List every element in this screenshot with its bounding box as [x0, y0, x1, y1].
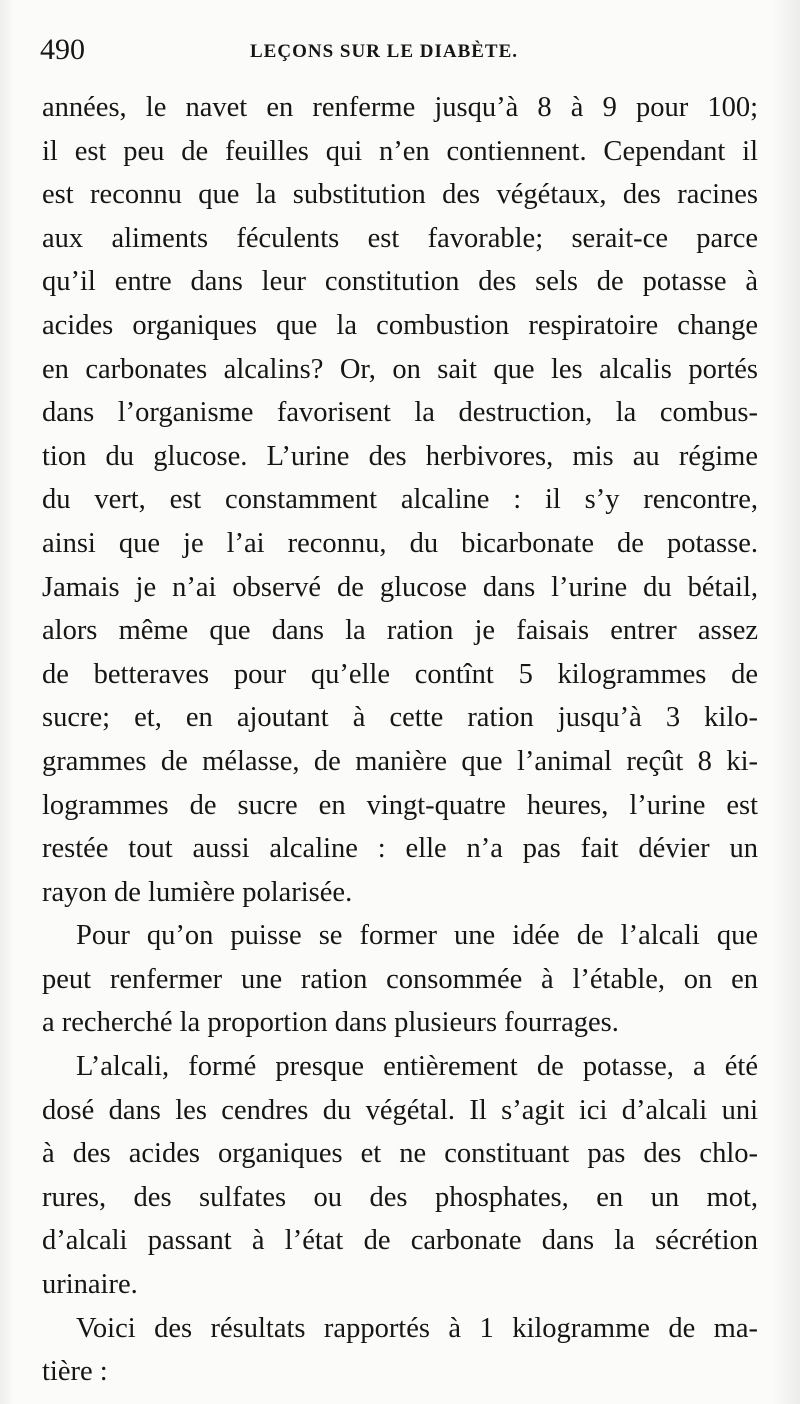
text-line: L’alcali, formé presque entièrement de potasse, a été: [76, 1051, 758, 1083]
page-number: 490: [40, 33, 85, 66]
text-line: alors même que dans la ration je faisais entrer assez: [42, 615, 758, 647]
text-line: qu’il entre dans leur constitution des sels de potasse à: [42, 266, 758, 298]
text-line: années, le navet en renferme jusqu’à 8 à 9 pour 100;: [42, 92, 758, 123]
text-line: logrammes de sucre en vingt-quatre heures, l’urine est: [42, 789, 758, 821]
text-line: de betteraves pour qu’elle contînt 5 kilogrammes de: [42, 658, 758, 690]
paragraph: [42, 86, 758, 914]
text-line: d’alcali passant à l’état de carbonate dans la sécrétion: [42, 1225, 758, 1257]
text-line: tière :: [42, 1356, 108, 1388]
text-line: dosé dans les cendres du végétal. Il s’agit ici d’alcali uni: [42, 1094, 758, 1126]
text-line: peut renfermer une ration consommée à l’étable, on en: [42, 963, 758, 995]
text-line: Jamais je n’ai observé de glucose dans l’urine du bétail,: [42, 571, 758, 603]
text-line: sucre; et, en ajoutant à cette ration jusqu’à 3 kilo-: [42, 702, 758, 734]
text-line: urinaire.: [42, 1269, 138, 1301]
text-line: du vert, est constamment alcaline : il s’y rencontre,: [42, 484, 758, 516]
text-line: aux aliments féculents est favorable; serait-ce parce: [42, 222, 758, 254]
text-line: ainsi que je l’ai reconnu, du bicarbonate de potasse.: [42, 527, 758, 559]
page-left-edge: [0, 0, 14, 1404]
paragraph: [42, 914, 758, 1045]
text-line: à des acides organiques et ne constituant pas des chlo-: [42, 1138, 758, 1170]
paragraph: [42, 1307, 758, 1394]
text-line: rures, des sulfates ou des phosphates, en un mot,: [42, 1181, 758, 1213]
text-line: restée tout aussi alcaline : elle n’a pas fait dévier un: [42, 833, 758, 865]
text-line: rayon de lumière polarisée.: [42, 876, 353, 908]
text-line: en carbonates alcalins? Or, on sait que les alcalis portés: [42, 353, 758, 385]
text-line: dans l’organisme favorisent la destruction, la combus-: [42, 397, 758, 429]
text-line: est reconnu que la substitution des végétaux, des racines: [42, 179, 758, 211]
running-title: LEÇONS SUR LE DIABÈTE.: [250, 41, 519, 62]
text-line: Pour qu’on puisse se former une idée de l’alcali que: [76, 920, 758, 952]
text-line: tion du glucose. L’urine des herbivores, mis au régime: [42, 440, 758, 472]
page-header: [40, 30, 760, 70]
text-line: Voici des résultats rapportés à 1 kilogramme de ma-: [76, 1312, 758, 1344]
text-line: a recherché la proportion dans plusieurs fourrages.: [42, 1007, 619, 1039]
paragraph: [42, 1045, 758, 1307]
text-line: il est peu de feuilles qui n’en contiennent. Cependant il: [42, 135, 758, 167]
text-line: acides organiques que la combustion respiratoire change: [42, 309, 758, 341]
page-right-edge: [772, 0, 800, 1404]
text-line: grammes de mélasse, de manière que l’animal reçût 8 ki-: [42, 745, 758, 777]
body-text: [42, 86, 758, 1394]
